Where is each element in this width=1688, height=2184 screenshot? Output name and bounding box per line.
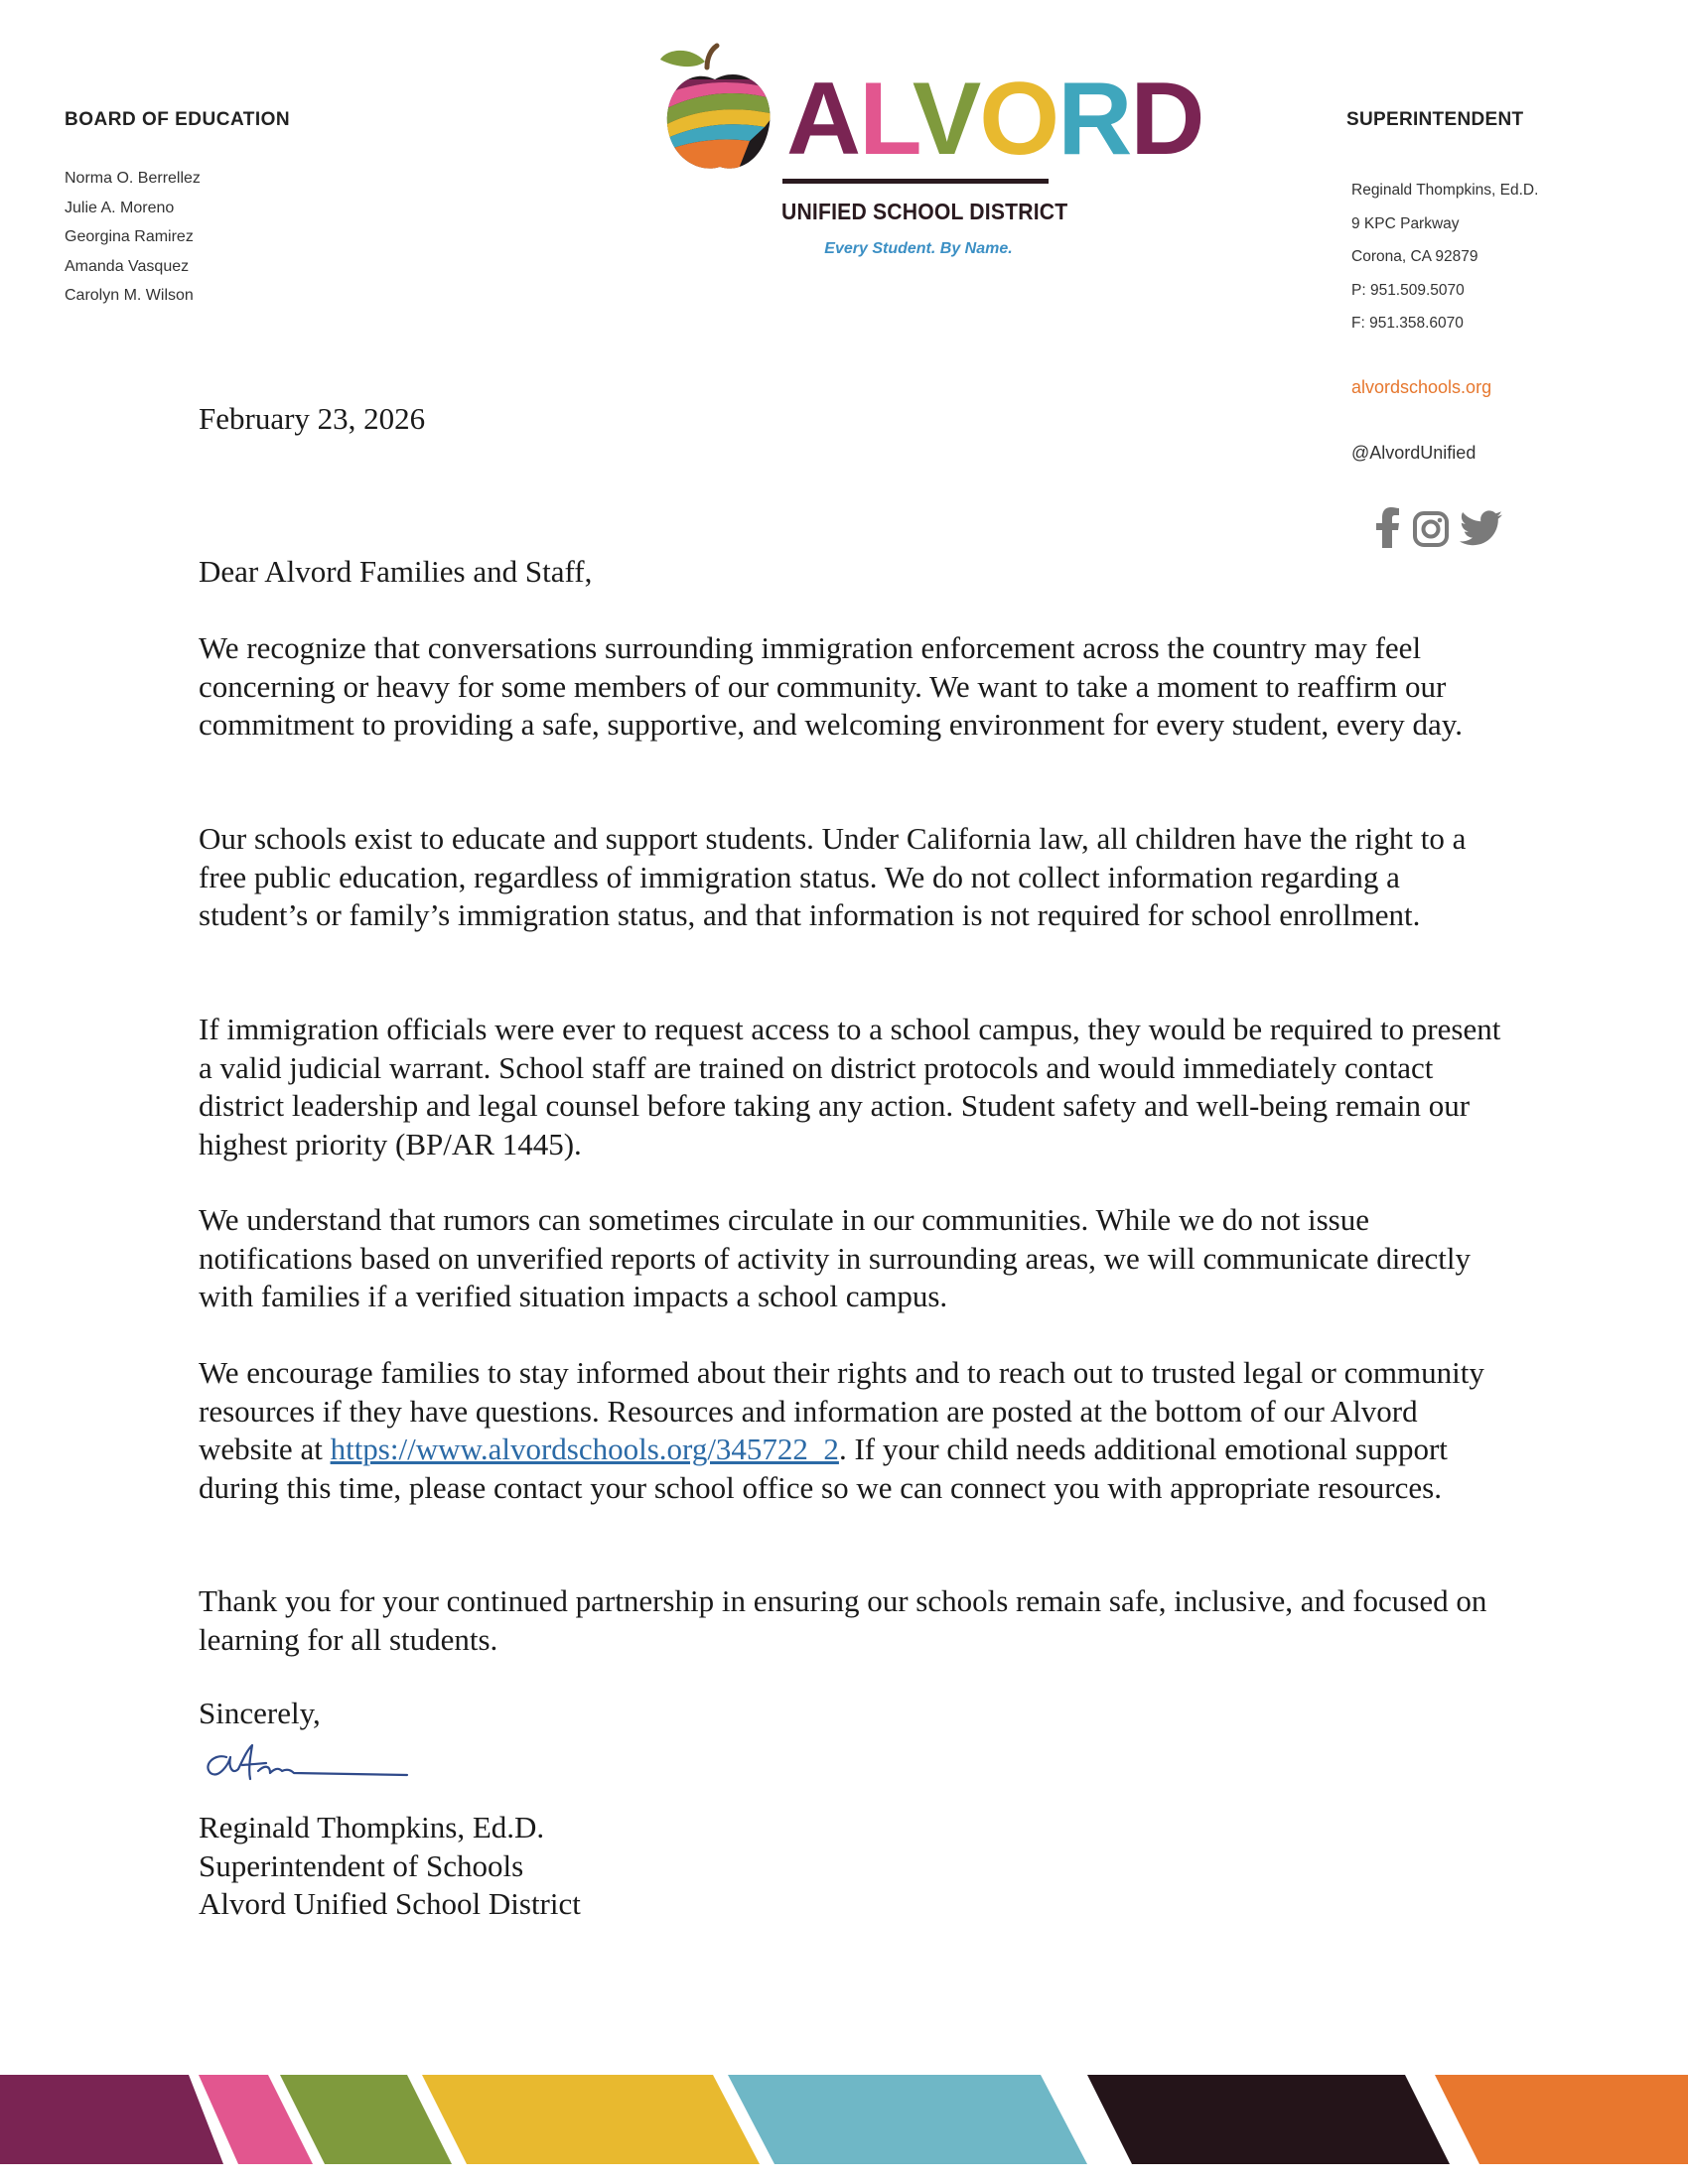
logo-letter: D <box>1130 62 1203 177</box>
logo-letter: A <box>786 62 860 177</box>
logo-letter: L <box>859 62 913 177</box>
website-link[interactable]: alvordschools.org <box>1351 377 1492 397</box>
logo-subtitle: UNIFIED SCHOOL DISTRICT <box>781 199 1068 224</box>
superintendent-title: SUPERINTENDENT <box>1346 109 1524 130</box>
phone-number: P: 951.509.5070 <box>1351 281 1465 299</box>
instagram-icon[interactable] <box>1412 510 1450 548</box>
logo-letter: O <box>979 62 1058 177</box>
logo-wordmark <box>786 62 1203 177</box>
signer-title: Superintendent of Schools <box>199 1847 524 1883</box>
address-line: 9 KPC Parkway <box>1351 214 1460 232</box>
board-member: Julie A. Moreno <box>65 199 175 216</box>
board-member: Norma O. Berrellez <box>65 170 201 187</box>
signer-organization: Alvord Unified School District <box>199 1886 581 1921</box>
paragraph-text: . If your child needs additional emotional support during this time, please contact your school office so we can connect you with appropriate resources. <box>199 1432 1448 1505</box>
logo-letter: V <box>912 62 980 177</box>
district-logo <box>645 40 1203 268</box>
footer-color-stripes <box>0 2075 1688 2164</box>
superintendent-name: Reginald Thompkins, Ed.D. <box>1351 182 1539 199</box>
board-member: Georgina Ramirez <box>65 228 194 245</box>
salutation: Dear Alvord Families and Staff, <box>199 554 593 589</box>
signer-name: Reginald Thompkins, Ed.D. <box>199 1810 545 1844</box>
social-icons <box>1374 502 1513 552</box>
twitter-icon[interactable] <box>1460 510 1503 548</box>
footer-stripe <box>422 2075 760 2164</box>
resources-link[interactable]: https://www.alvordschools.org/345722_2 <box>330 1432 839 1466</box>
footer-stripe <box>728 2075 1087 2164</box>
board-member: Amanda Vasquez <box>65 257 190 275</box>
handwritten-signature <box>199 1735 417 1795</box>
body-paragraph: Our schools exist to educate and support students. Under California law, all children have the right to a free public education, regardless of immigration status. We do not collect information regarding a student’s or family’s immigration status, and that information is not required for school enrollment. <box>199 821 1467 932</box>
facebook-icon[interactable] <box>1374 506 1402 548</box>
footer-stripe <box>1435 2075 1688 2164</box>
board-members <box>65 169 392 316</box>
board-member: Carolyn M. Wilson <box>65 287 194 304</box>
body-paragraph: If immigration officials were ever to request access to a school campus, they would be required to present a valid judicial warrant. School staff are trained on district protocols and would immediately contact district leadership and legal counsel before taking any action. Student safety and well-being remain our highest priority (BP/AR 1445). <box>199 1012 1501 1161</box>
signature-block <box>199 1809 581 1924</box>
body-paragraph <box>199 1354 1509 1507</box>
logo-divider <box>782 179 1049 184</box>
superintendent-contact <box>1351 181 1644 347</box>
body-paragraph: Thank you for your continued partnership in ensuring our schools remain safe, inclusive, and focused on learning for all students. <box>199 1583 1487 1657</box>
footer-stripe <box>1087 2075 1450 2164</box>
apple-logo-icon <box>645 40 784 179</box>
footer-stripe <box>0 2075 223 2164</box>
closing: Sincerely, <box>199 1696 321 1730</box>
superintendent-info <box>1346 109 1644 463</box>
body-paragraph: We recognize that conversations surrounding immigration enforcement across the country may feel concerning or heavy for some members of our community. We want to take a moment to reaffirm our commitment to providing a safe, supportive, and welcoming environment for every student, every day. <box>199 630 1463 742</box>
logo-tagline: Every Student. By Name. <box>824 240 1013 257</box>
board-title: BOARD OF EDUCATION <box>65 109 291 130</box>
body-paragraph: We understand that rumors can sometimes circulate in our communities. While we do not issue notifications based on unverified reports of activity in surrounding areas, we will communicate directly with families if a verified situation impacts a school campus. <box>199 1202 1471 1313</box>
paragraph-text: We encourage families to stay informed about their rights and to reach out to trusted legal or community resources if they have questions. Resources and information are posted at the bottom of our Alvord website at <box>199 1355 1484 1466</box>
address-line: Corona, CA 92879 <box>1351 248 1478 265</box>
logo-letter: R <box>1057 62 1131 177</box>
board-of-education <box>65 109 392 316</box>
letter-date: February 23, 2026 <box>199 401 426 436</box>
fax-number: F: 951.358.6070 <box>1351 315 1464 332</box>
social-handle: @AlvordUnified <box>1351 443 1477 463</box>
